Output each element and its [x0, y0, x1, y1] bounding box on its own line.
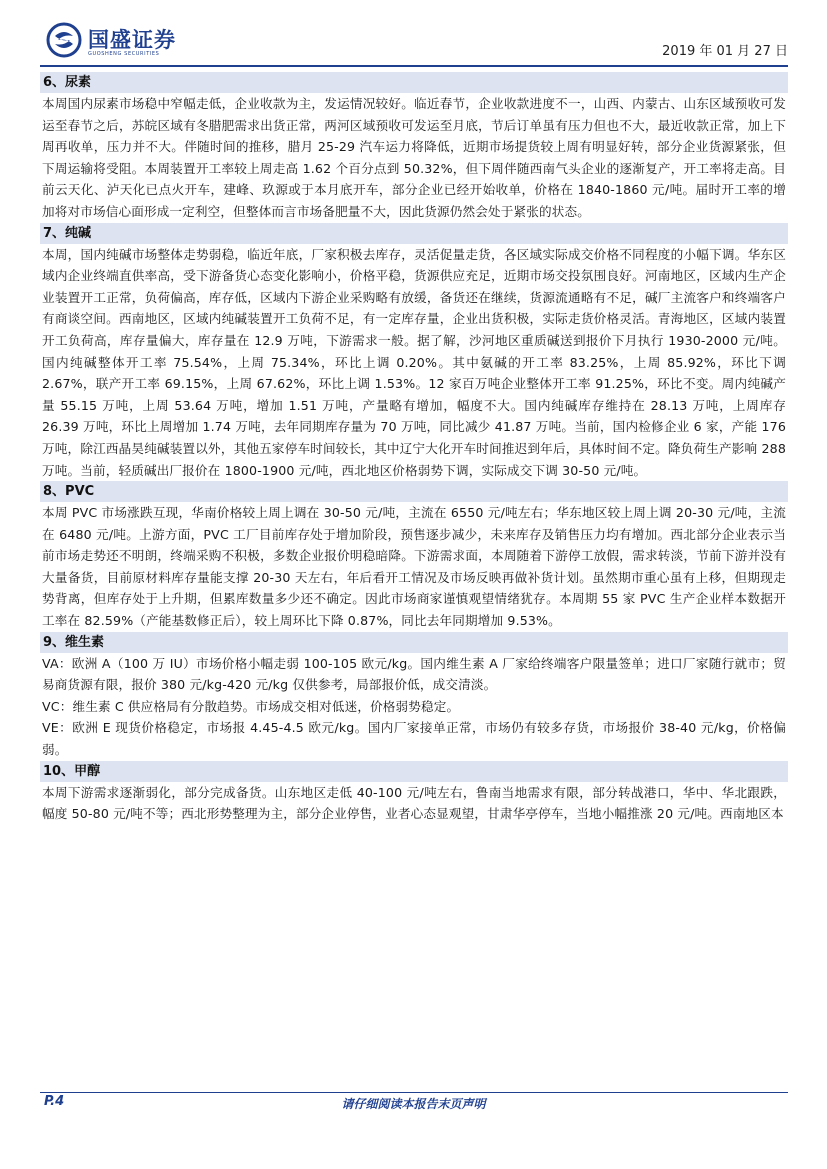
section-paragraph: VC：维生素 C 供应格局有分散趋势。市场成交相对低迷，价格弱势稳定。 — [42, 698, 460, 714]
section-paragraph: 本周 PVC 市场涨跌互现，华南价格较上周上调在 30-50 元/吨，主流在 6550 元/吨左右；华东地区较上周上调 20-30 元/吨，主流在 6480 元/吨。上游方面，PVC 工厂目前库存处于增加阶段，预售逐步减少，未来库存及销售压力均有增加。西北部分企业表示当前市场走势还不明朗，终端采购不积极，多数企业报价明稳暗降。下游需求面，本周随着下游停工放假，需求转淡，节前下游并没有大量备货，目前原材料库存量能支撑 20-30 天左右，年后看开工情况及市场反映再做补货计划。虽然期市重心虽有上移，但期现走势背离，但库存处于上升期，但累库数量多少还不确定。因此市场商家谨慎观望情绪犹存。本周期 55 家 PVC 生产企业样本数据开工率在 82.59%（产能基数修正后），较上周环比下降 0.87%，同比去年同期增加 9.53%。 — [42, 505, 786, 629]
section-vitamins — [40, 632, 788, 761]
section-methanol — [40, 761, 788, 825]
section-soda-ash — [40, 223, 788, 482]
section-paragraph: 本周国内尿素市场稳中窄幅走低，企业收款为主，发运情况较好。临近春节，企业收款进度不一，山西、内蒙古、山东区域预收可发运至春节之后，苏皖区域有冬腊肥需求出货正常，两河区域预收可发运至月底，节后订单虽有压力但也不大，最近收款正常，加上下周再收单，压力并不大。伴随时间的推移，腊月 25-29 汽车运力将降低，近期市场提货较上周有明显好转，部分企业货源紧张，但下周运输将受阻。本周装置开工率较上周走高 1.62 个百分点到 50.32%，但下周伴随西南气头企业的逐渐复产，开工率将走高。目前云天化、泸天化已点火开车，建峰、玖源或于本月底开车，部分企业已经开始收单，价格在 1840-1860 元/吨。届时开工率的增加将对市场信心面形成一定利空，但整体而言市场备肥量不大，因此货源仍然会处于紧张的状态。 — [42, 96, 786, 219]
logo-mark-icon — [46, 22, 82, 58]
section-paragraph: 本周，国内纯碱市场整体走势弱稳，临近年底，厂家积极去库存，灵活促量走货，各区域实际成交价格不同程度的小幅下调。华东区域内企业终端直供率高，受下游备货心态变化影响小，价格平稳，货源供应充足，近期市场交投氛围良好。河南地区，区域内生产企业装置开工正常，负荷偏高，库存低，区域内下游企业采购略有放缓，备货还在继续，货源流通略有不足，碱厂主流客户和终端客户有商谈空间。西南地区，区域内纯碱装置开工负荷不足，有一定库存量，企业出货积极，实际走货价格灵活。青海地区，区域内装置开工负荷高，库存量偏大，库存量在 12.9 万吨，下游需求一般。据了解，沙河地区重质碱送到报价下月执行 1930-2000 元/吨。国内纯碱整体开工率 75.54%，上周 75.34%，环比上调 0.20%。其中氨碱的开工率 83.25%，上周 85.92%，环比下调 2.67%，联产开工率 69.15%，上周 67.62%，环比上调 1.53%。12 家百万吨企业整体开工率 91.25%，环比不变。周内纯碱产量 55.15 万吨，上周 53.64 万吨，增加 1.51 万吨，产量略有增加，幅度不大。国内纯碱库存维持在 28.13 万吨，上周库存 26.39 万吨，环比上周增加 1.74 万吨，去年同期库存量为 70 万吨，同比减少 41.87 万吨。当前，国内检修企业 6 家，产能 176 万吨，除江西晶昊纯碱装置以外，其他五家停车时间较长，其中辽宁大化开车时间推迟到年后，具体时间不定。降负荷生产影响 288 万吨。当前，轻质碱出厂报价在 1800-1900 元/吨，西北地区价格弱势下调，实际成交下调 30-50 元/吨。 — [42, 246, 786, 478]
section-title: 8、PVC — [40, 481, 788, 502]
section-pvc — [40, 481, 788, 632]
section-paragraph: 本周下游需求逐渐弱化，部分完成备货。山东地区走低 40-100 元/吨左右，鲁南当地需求有限，部分转战港口，华中、华北跟跌，幅度 50-80 元/吨不等；西北形势整理为主，部分企业停售，业者心态显观望，甘肃华亭停车，当地小幅推涨 20 元/吨。西南地区本 — [42, 784, 786, 822]
section-urea — [40, 72, 788, 223]
section-paragraph: VA：欧洲 A（100 万 IU）市场价格小幅走弱 100-105 欧元/kg。国内维生素 A 厂家给终端客户限量签单；进口厂家随行就市；贸易商货源有限，报价 380 元/kg-420 元/kg 仅供参考，局部报价低，成交清淡。 — [42, 655, 786, 693]
section-title: 7、纯碱 — [40, 223, 788, 244]
page-number: P.4 — [44, 1094, 65, 1109]
company-logo — [46, 20, 216, 64]
section-title: 6、尿素 — [40, 72, 788, 93]
section-title: 10、甲醇 — [40, 761, 788, 782]
report-body — [40, 72, 788, 825]
footer-divider — [40, 1092, 788, 1093]
footer-disclaimer: 请仔细阅读本报告末页声明 — [341, 1097, 486, 1111]
logo-subtext: GUOSHENG SECURITIES — [88, 51, 160, 57]
logo-text: 国盛证券 — [88, 28, 176, 52]
section-title: 9、维生素 — [40, 632, 788, 653]
header-divider — [40, 65, 788, 67]
page-header — [40, 20, 788, 65]
report-date: 2019 年 01 月 27 日 — [662, 44, 788, 59]
section-paragraph: VE：欧洲 E 现货价格稳定，市场报 4.45-4.5 欧元/kg。国内厂家接单正常，市场仍有较多存货，市场报价 38-40 元/kg，价格偏弱。 — [42, 720, 786, 758]
